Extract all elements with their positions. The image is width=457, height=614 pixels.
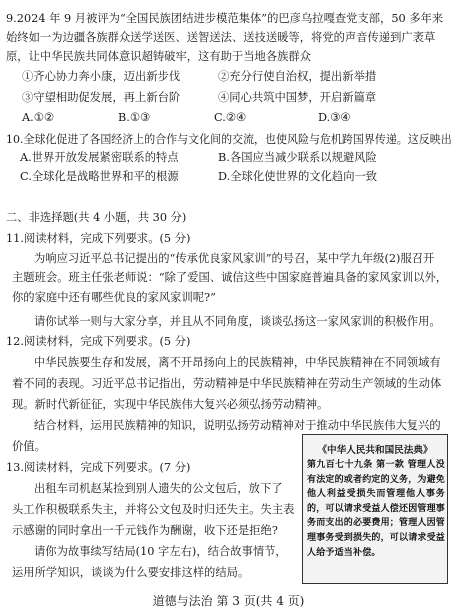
q9-stem-line2: 始终如一为边疆各族群众送学送医、送智送法、送技送暖等，将党的声音传递到广袤草 — [6, 31, 436, 44]
q12-line1: 中华民族要生存和发展，离不开昂扬向上的民族精神，中华民族精神在不同领域有 — [34, 356, 441, 369]
law-excerpt-title: 《中华人民共和国民法典》 — [317, 445, 433, 456]
q13-line4: 请你为故事续写结局(10 字左右)，结合故事情节， — [34, 545, 287, 558]
section-heading: 二、非选择题(共 4 小题，共 30 分) — [6, 211, 187, 224]
q9-option-3: ③守望相助促发展，再上新台阶 — [22, 91, 181, 104]
q12-line3: 现。新时代新征征，实现中华民族伟大复兴必须弘扬劳动精神。 — [12, 398, 329, 411]
q12-head: 12.阅读材料，完成下列要求。(5 分) — [6, 335, 191, 348]
q10-choice-b: B.各国应当减少联系以规避风险 — [218, 151, 377, 164]
q11-line3: 你的家庭中还有哪些优良的家风家训呢?” — [12, 291, 216, 304]
q12-line5: 价值。 — [12, 440, 46, 453]
q13-head: 13.阅读材料，完成下列要求。(7 分) — [6, 461, 191, 474]
q10-choice-a: A.世界开放发展紧密联系的特点 — [20, 151, 179, 164]
q13-line5: 运用所学知识，谈谈为什么要安排这样的结局。 — [12, 566, 250, 579]
q9-option-2: ②充分行使自治权，提出新举措 — [218, 70, 377, 83]
q9-stem-line1: 9.2024 年 9 月被评为“全国民族团结进步模范集体”的巴彦乌拉嘎查党支部，50 多年来 — [6, 12, 444, 25]
law-excerpt-box — [302, 434, 448, 584]
q13-line3: 示感谢的同时拿出一千元钱作为酬谢，收下还是拒绝? — [12, 524, 278, 537]
law-excerpt-body: 第九百七十九条 第一款 管理人没有法定的或者约定的义务，为避免他人利益受损失而管理他人事务的，可以请求受益人偿还因管理事务而支出的必要费用；管理人因管理事务受到损失的，可以请求受益人给予适当补偿。 — [307, 460, 446, 558]
q9-stem-line3: 原，让中华民族共同体意识超铸破牢，这有助于当地各族群众 — [6, 50, 312, 63]
q13-line2: 头工作积极联系失主，并将公文包及时归还失主。失主表 — [12, 503, 295, 516]
q9-option-4: ④同心共筑中国梦，开启新篇章 — [218, 91, 377, 104]
q9-option-1: ①齐心协力奔小康，迈出新步伐 — [22, 70, 181, 83]
q9-choice-a: A.①② — [22, 111, 55, 124]
page-footer: 道德与法治 第 3 页(共 4 页) — [152, 594, 305, 608]
q11-line1: 为响应习近平总书记提出的“传承优良家风家训”的号召，某中学九年级(2)服召开 — [34, 252, 435, 265]
q10-stem: 10.全球化促进了各国经济上的合作与文化间的交流，也使风险与危机跨国界传递。这反映出 — [6, 133, 452, 146]
q10-choice-c: C.全球化是战略世界和平的根源 — [20, 170, 179, 183]
q12-line2: 着不同的表现。习近平总书记指出，劳动精神是中华民族精神在劳动生产领域的生动体 — [12, 377, 442, 390]
q10-choice-d: D.全球化使世界的文化趋向一致 — [218, 170, 378, 183]
q9-choice-d: D.③④ — [318, 111, 351, 124]
q9-choice-c: C.②④ — [214, 111, 247, 124]
q13-line1: 出租车司机赵某捡到别人遗失的公文包后，放下了 — [34, 482, 283, 495]
q11-line4: 请你试举一则与大家分享，并且从不同角度，谈谈弘扬这一家风家训的积极作用。 — [34, 315, 441, 328]
q11-head: 11.阅读材料，完成下列要求。(5 分) — [6, 232, 191, 245]
q9-choice-b: B.①③ — [118, 111, 151, 124]
q11-line2: 主题班会。班主任张老师说：“除了爱国、诚信这些中国家庭普遍具备的家风家训以外， — [12, 271, 448, 284]
q12-line4: 结合材料，运用民族精神的知识，说明弘扬劳动精神对于推动中华民族伟大复兴的 — [34, 419, 441, 432]
